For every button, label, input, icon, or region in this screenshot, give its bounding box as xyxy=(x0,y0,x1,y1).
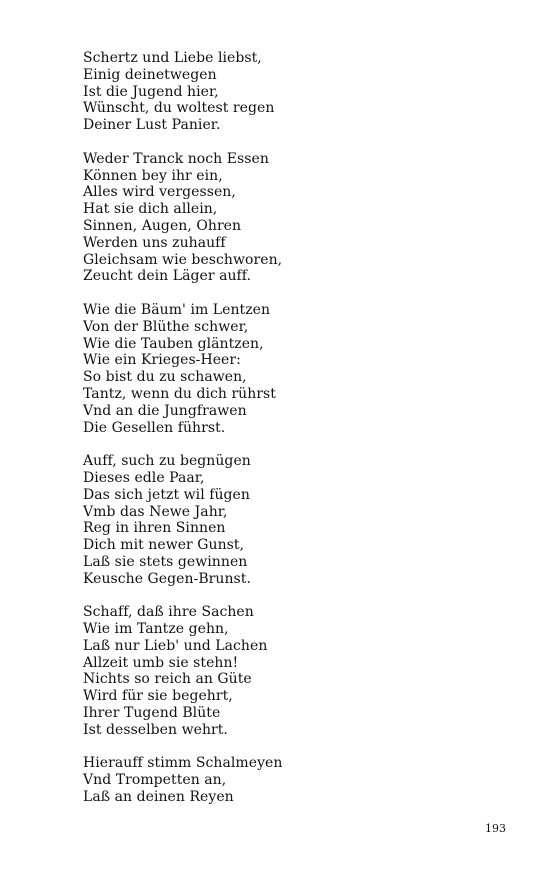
stanza xyxy=(83,453,483,587)
poem-line: Dich mit newer Gunst, xyxy=(83,537,245,554)
poem-line: Wie die Bäum' im Lentzen xyxy=(83,301,271,318)
stanza xyxy=(83,151,483,285)
poem-line: Werden uns zuhauff xyxy=(83,234,226,251)
poem-line: Zeucht dein Läger auff. xyxy=(83,268,252,285)
poem-line: Ist desselben wehrt. xyxy=(83,721,228,738)
stanza xyxy=(83,604,483,738)
poem-line: Dieses edle Paar, xyxy=(83,469,205,486)
poem-line: Laß an deinen Reyen xyxy=(83,789,234,806)
stanza xyxy=(83,755,483,805)
poem-line: Schaff, daß ihre Sachen xyxy=(83,604,254,621)
stanza xyxy=(83,302,483,436)
poem-line: Wie ein Krieges-Heer: xyxy=(83,352,241,369)
poem-line: Wünscht, du woltest regen xyxy=(83,100,275,117)
poem-line: Ihrer Tugend Blüte xyxy=(83,705,221,722)
poem-line: Von der Blüthe schwer, xyxy=(83,318,249,335)
poem-line: Laß sie stets gewinnen xyxy=(83,553,248,570)
poem-line: Die Gesellen führst. xyxy=(83,419,226,436)
poem-line: Keusche Gegen-Brunst. xyxy=(83,570,251,587)
poem-line: Vnd an die Jungfrawen xyxy=(83,402,247,419)
poem-line: Wie im Tantze gehn, xyxy=(83,621,229,638)
poem-line: Wird für sie begehrt, xyxy=(83,688,233,705)
poem-line: Reg in ihren Sinnen xyxy=(83,520,226,537)
poem-line: Deiner Lust Panier. xyxy=(83,117,221,134)
poem-line: Wie die Tauben gläntzen, xyxy=(83,335,264,352)
poem-line: Können bey ihr ein, xyxy=(83,167,223,184)
poem-line: Allzeit umb sie stehn! xyxy=(83,654,239,671)
poem-line: Auff, such zu begnügen xyxy=(83,453,251,470)
poem-line: Vnd Trompetten an, xyxy=(83,772,227,789)
page-number: 193 xyxy=(485,822,506,835)
poem-line: So bist du zu schawen, xyxy=(83,369,247,386)
poem-text xyxy=(83,50,483,823)
poem-line: Nichts so reich an Güte xyxy=(83,671,252,688)
poem-line: Hat sie dich allein, xyxy=(83,201,218,218)
poem-line: Alles wird vergessen, xyxy=(83,184,236,201)
poem-line: Gleichsam wie beschworen, xyxy=(83,251,283,268)
poem-line: Laß nur Lieb' und Lachen xyxy=(83,637,268,654)
poem-line: Sinnen, Augen, Ohren xyxy=(83,217,242,234)
poem-line: Einig deinetwegen xyxy=(83,66,217,83)
poem-line: Weder Tranck noch Essen xyxy=(83,150,269,167)
poem-line: Ist die Jugend hier, xyxy=(83,83,219,100)
poem-line: Tantz, wenn du dich rührst xyxy=(83,385,276,402)
stanza xyxy=(83,50,483,134)
poem-line: Schertz und Liebe liebst, xyxy=(83,50,262,66)
poem-line: Das sich jetzt wil fügen xyxy=(83,486,250,503)
poem-line: Vmb das Newe Jahr, xyxy=(83,503,228,520)
poem-line: Hierauff stimm Schalmeyen xyxy=(83,755,283,772)
